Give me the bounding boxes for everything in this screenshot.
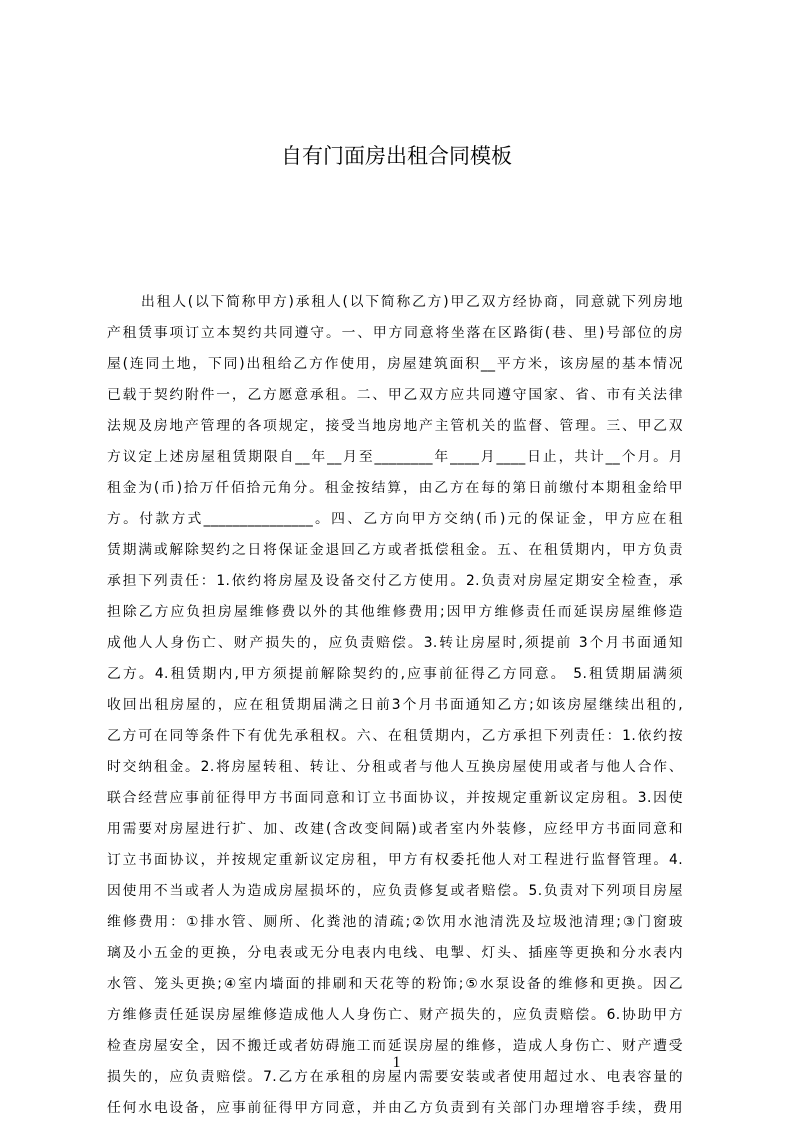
page-number: 1: [392, 1054, 401, 1071]
contract-body: [107, 287, 683, 1124]
body-line: 承担下列责任：1.依约将房屋及设备交付乙方使用。2.负责对房屋定期安全检查，承: [107, 573, 683, 589]
body-line: 方维修责任延误房屋维修造成他人人身伤亡、财产损失的，应负责赔偿。6.协助甲方: [107, 1007, 683, 1023]
body-line: 法规及房地产管理的各项规定，接受当地房地产主管机关的监督、管理。三、甲乙双: [107, 418, 683, 434]
document-title: 自有门面房出租合同模板: [281, 144, 512, 168]
body-line: 用需要对房屋进行扩、加、改建(含改变间隔)或者室内外装修，应经甲方书面同意和: [107, 821, 683, 837]
body-line: 因使用不当或者人为造成房屋损坏的，应负责修复或者赔偿。5.负责对下列项目房屋: [107, 883, 683, 899]
body-line: 水管、笼头更换;④室内墙面的排刷和天花等的粉饰;⑤水泵设备的维修和更换。因乙: [107, 976, 683, 992]
body-line: 出租人(以下简称甲方)承租人(以下简称乙方)甲乙双方经协商，同意就下列房地: [141, 294, 683, 310]
body-line: 维修费用：①排水管、厕所、化粪池的清疏;②饮用水池清洗及垃圾池清理;③门窗玻: [107, 914, 683, 930]
body-line: 乙方可在同等条件下有优先承租权。六、在租赁期内，乙方承担下列责任：1.依约按: [107, 728, 683, 744]
body-line: 方。付款方式_______________。四、乙方向甲方交纳(币)元的保证金，甲方应在租: [107, 511, 683, 527]
body-line: 方议定上述房屋租赁期限自__年__月至________年____月____日止，共计__个月。月: [107, 449, 683, 465]
body-line: 任何水电设备，应事前征得甲方同意，并由乙方负责到有关部门办理增容手续，费用: [107, 1100, 683, 1116]
body-line: 屋(连同土地，下同)出租给乙方作使用，房屋建筑面积__平方米，该房屋的基本情况: [107, 356, 683, 372]
body-line: 赁期满或解除契约之日将保证金退回乙方或者抵偿租金。五、在租赁期内，甲方负责: [107, 542, 683, 558]
body-line: 乙方。4.租赁期内,甲方须提前解除契约的,应事前征得乙方同意。 5.租赁期届满须: [107, 666, 683, 682]
body-line: 损失的，应负责赔偿。7.乙方在承租的房屋内需要安装或者使用超过水、电表容量的: [107, 1069, 683, 1085]
body-line: 租金为(币)拾万仟佰拾元角分。租金按结算，由乙方在每的第日前缴付本期租金给甲: [107, 480, 683, 496]
body-line: 检查房屋安全，因不搬迁或者妨碍施工而延误房屋的维修，造成人身伤亡、财产遭受: [107, 1038, 683, 1054]
body-line: 产租赁事项订立本契约共同遵守。一、甲方同意将坐落在区路街(巷、里)号部位的房: [107, 325, 683, 341]
body-line: 订立书面协议，并按规定重新议定房租，甲方有权委托他人对工程进行监督管理。4.: [107, 852, 683, 868]
body-line: 成他人人身伤亡、财产损失的，应负责赔偿。3.转让房屋时,须提前 3个月书面通知: [107, 635, 683, 651]
body-line: 璃及小五金的更换，分电表或无分电表内电线、电掣、灯头、插座等更换和分水表内: [107, 945, 683, 961]
body-line: 时交纳租金。2.将房屋转租、转让、分租或者与他人互换房屋使用或者与他人合作、: [107, 759, 683, 775]
body-line: 联合经营应事前征得甲方书面同意和订立书面协议，并按规定重新议定房租。3.因使: [107, 790, 683, 806]
body-line: 已载于契约附件一，乙方愿意承租。二、甲乙双方应共同遵守国家、省、市有关法律: [107, 387, 683, 403]
body-line: 担除乙方应负担房屋维修费以外的其他维修费用;因甲方维修责任而延误房屋维修造: [107, 604, 683, 620]
body-line: 收回出租房屋的，应在租赁期届满之日前3个月书面通知乙方;如该房屋继续出租的,: [107, 697, 683, 713]
